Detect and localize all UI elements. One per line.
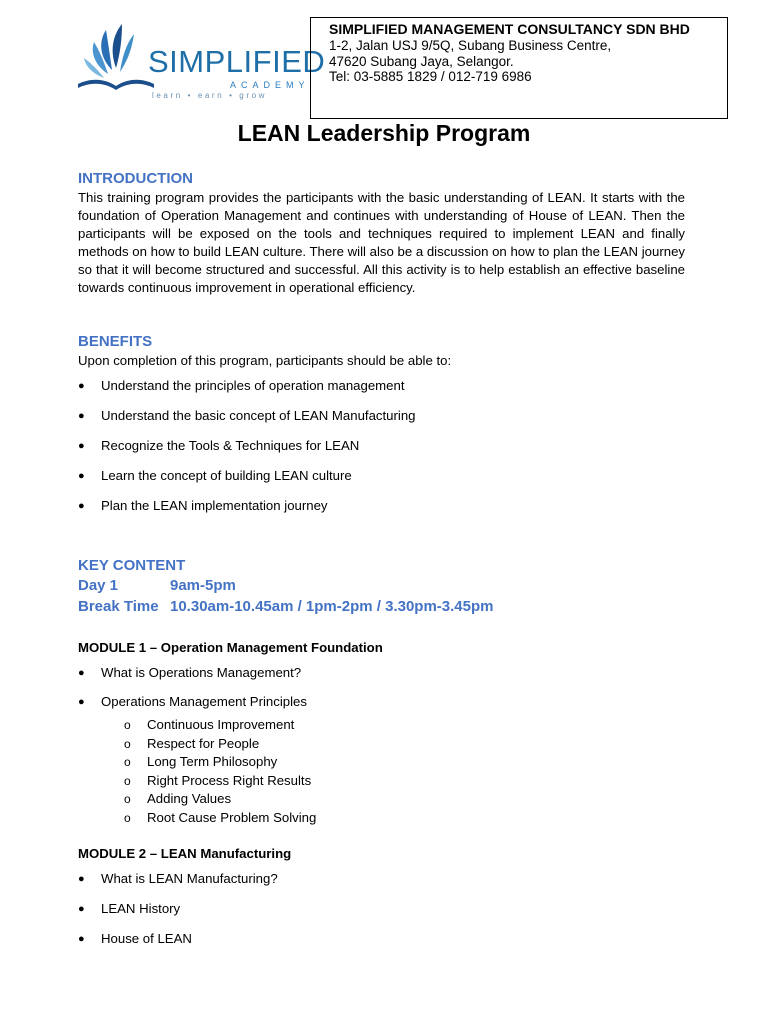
list-item: o Adding Values — [124, 790, 316, 809]
day-line — [78, 577, 236, 594]
module-1-heading: MODULE 1 – Operation Management Foundation — [78, 640, 383, 655]
list-item: o Right Process Right Results — [124, 772, 316, 791]
module-1-sublist — [124, 716, 316, 828]
introduction-body: This training program provides the participants with the basic understanding of LEAN. It starts with the foundation of Operation Management and continues with understanding of House of LEAN. Then the participants will be exposed on the tools and techniques required to implement LEAN and finally methods on how to build LEAN culture. There will also be a discussion on how to plan the LEAN journey so that it will become structured and successful. All this activity is to help establish an effective baseline towards continuous improvement in operational efficiency. — [78, 190, 685, 295]
day-label: Day 1 — [78, 577, 119, 594]
logo-subtitle: ACADEMY — [230, 80, 310, 90]
list-item: ● Understand the basic concept of LEAN Manufacturing — [78, 408, 416, 424]
company-address-1: 1-2, Jalan USJ 9/5Q, Subang Business Centre, — [329, 38, 612, 53]
list-item: o Root Cause Problem Solving — [124, 809, 316, 828]
benefits-list — [78, 378, 416, 528]
list-item: ● Understand the principles of operation management — [78, 378, 416, 394]
module-1-list — [78, 665, 307, 710]
introduction-heading: INTRODUCTION — [78, 170, 193, 187]
simplified-academy-logo — [76, 18, 326, 106]
list-item: ● LEAN History — [78, 901, 278, 917]
list-item: ● What is Operations Management? — [78, 665, 307, 681]
logo-wordmark: SIMPLIFIED — [148, 44, 326, 79]
company-telephone: Tel: 03-5885 1829 / 012-719 6986 — [329, 69, 532, 84]
company-name: SIMPLIFIED MANAGEMENT CONSULTANCY SDN BHD — [329, 21, 690, 37]
break-time-value: 10.30am-10.45am / 1pm-2pm / 3.30pm-3.45pm — [170, 598, 494, 615]
list-item: o Respect for People — [124, 735, 316, 754]
list-item: ● What is LEAN Manufacturing? — [78, 871, 278, 887]
list-item: ● Recognize the Tools & Techniques for LEAN — [78, 438, 416, 454]
key-content-heading: KEY CONTENT — [78, 557, 186, 574]
benefits-heading: BENEFITS — [78, 333, 153, 350]
company-info-box — [310, 17, 728, 119]
module-2-list — [78, 871, 278, 947]
module-2-heading: MODULE 2 – LEAN Manufacturing — [78, 846, 292, 861]
list-item: ● Learn the concept of building LEAN culture — [78, 468, 416, 484]
day-hours: 9am-5pm — [170, 577, 236, 594]
leaf-book-icon — [76, 18, 156, 98]
benefits-lead: Upon completion of this program, participants should be able to: — [78, 353, 452, 368]
document-title: LEAN Leadership Program — [237, 120, 531, 146]
list-item: ● Operations Management Principles — [78, 694, 307, 710]
list-item: ● House of LEAN — [78, 931, 278, 947]
logo-tagline: learn • earn • grow — [152, 91, 268, 100]
break-time-line — [78, 598, 494, 615]
company-address-2: 47620 Subang Jaya, Selangor. — [329, 53, 514, 69]
break-time-label: Break Time — [78, 598, 159, 615]
list-item: o Continuous Improvement — [124, 716, 316, 735]
list-item: ● Plan the LEAN implementation journey — [78, 498, 416, 514]
list-item: o Long Term Philosophy — [124, 753, 316, 772]
